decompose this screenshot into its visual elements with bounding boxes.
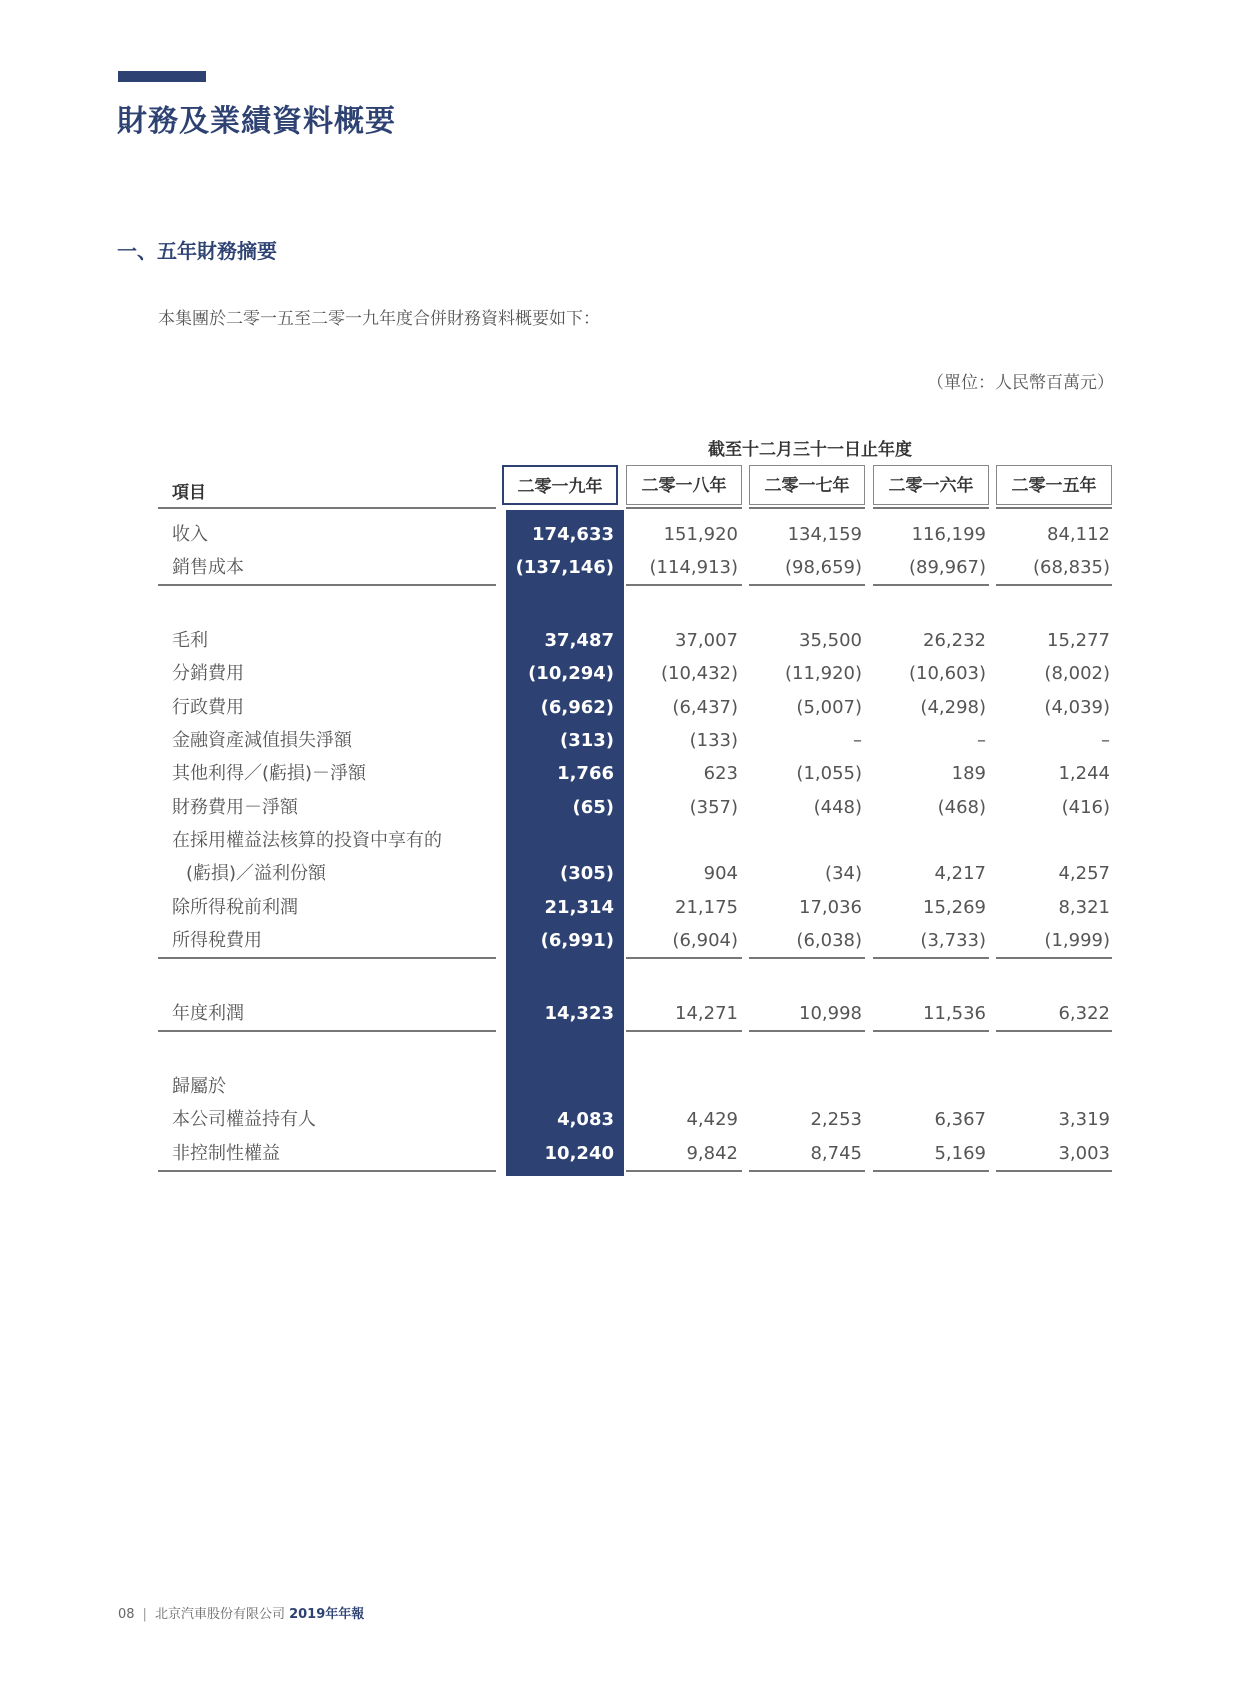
header-rule-2017 <box>749 507 865 509</box>
cell-2017: 17,036 <box>799 897 862 918</box>
table-row <box>0 924 1240 957</box>
cell-2019: (137,146) <box>515 557 614 578</box>
row-label: 年度利潤 <box>172 1003 244 1024</box>
cell-2019: (313) <box>559 730 614 751</box>
row-label: 銷售成本 <box>172 557 244 578</box>
row-label: 非控制性權益 <box>172 1143 280 1164</box>
cell-2018: 9,842 <box>686 1143 738 1164</box>
unit-note: （單位：人民幣百萬元） <box>927 373 1114 393</box>
table-row <box>0 657 1240 690</box>
cell-2017: 10,998 <box>799 1003 862 1024</box>
section-rule <box>873 1170 989 1172</box>
table-row <box>0 551 1240 584</box>
section-rule <box>626 1030 742 1032</box>
page-number: 08 <box>118 1607 135 1622</box>
period-header: 截至十二月三十一日止年度 <box>708 440 912 460</box>
table-row <box>0 1103 1240 1136</box>
section-rule <box>873 1030 989 1032</box>
header-rule-2018 <box>626 507 742 509</box>
cell-2018: (6,904) <box>672 930 738 951</box>
cell-2019: 4,083 <box>557 1109 614 1130</box>
cell-2018: 623 <box>703 763 738 784</box>
section-rule <box>996 584 1112 586</box>
cell-2015: 3,319 <box>1058 1109 1110 1130</box>
cell-2019: 21,314 <box>544 897 614 918</box>
header-rule-2015 <box>996 507 1112 509</box>
cell-2016: 189 <box>951 763 986 784</box>
cell-2015: 6,322 <box>1058 1003 1110 1024</box>
cell-2017: 2,253 <box>810 1109 862 1130</box>
cell-2015: (416) <box>1061 797 1110 818</box>
section-rule <box>749 957 865 959</box>
cell-2017: – <box>853 730 862 751</box>
cell-2016: (468) <box>937 797 986 818</box>
row-label: 財務費用－淨額 <box>172 797 298 818</box>
table-row <box>0 791 1240 824</box>
row-label: 金融資產減值損失淨額 <box>172 730 352 751</box>
cell-2018: (133) <box>689 730 738 751</box>
cell-2019: (6,962) <box>540 697 614 718</box>
row-label: 所得稅費用 <box>172 930 262 951</box>
cell-2016: 15,269 <box>923 897 986 918</box>
title-accent-bar <box>118 71 206 82</box>
column-header-2017: 二零一七年 <box>749 465 865 505</box>
row-label: 歸屬於 <box>172 1076 226 1097</box>
cell-2018: (114,913) <box>649 557 738 578</box>
column-header-2018: 二零一八年 <box>626 465 742 505</box>
row-label: 毛利 <box>172 630 208 651</box>
cell-2018: (357) <box>689 797 738 818</box>
cell-2017: 35,500 <box>799 630 862 651</box>
row-label: 其他利得／(虧損)－淨額 <box>172 763 367 784</box>
cell-2018: 4,429 <box>686 1109 738 1130</box>
item-column-header: 項目 <box>172 483 206 503</box>
footer-separator: | <box>142 1607 147 1622</box>
section-rule <box>158 1170 496 1172</box>
column-header-2019: 二零一九年 <box>502 465 618 505</box>
cell-2015: (4,039) <box>1044 697 1110 718</box>
table-row <box>0 891 1240 924</box>
section-rule <box>626 957 742 959</box>
section-heading: 一、五年財務摘要 <box>117 239 277 263</box>
cell-2015: (1,999) <box>1044 930 1110 951</box>
cell-2019: (65) <box>572 797 614 818</box>
row-label: 本公司權益持有人 <box>172 1109 316 1130</box>
section-rule <box>626 584 742 586</box>
cell-2017: (448) <box>813 797 862 818</box>
cell-2015: 3,003 <box>1058 1143 1110 1164</box>
table-row <box>0 724 1240 757</box>
cell-2017: (5,007) <box>796 697 862 718</box>
cell-2018: 151,920 <box>663 524 738 545</box>
section-rule <box>996 1030 1112 1032</box>
section-rule <box>873 584 989 586</box>
cell-2015: (68,835) <box>1032 557 1110 578</box>
cell-2017: 8,745 <box>810 1143 862 1164</box>
cell-2019: 37,487 <box>544 630 614 651</box>
footer-report-title: 2019年年報 <box>289 1607 365 1622</box>
cell-2015: 4,257 <box>1058 863 1110 884</box>
cell-2016: 11,536 <box>923 1003 986 1024</box>
cell-2019: 14,323 <box>544 1003 614 1024</box>
page-footer <box>118 1603 364 1622</box>
cell-2018: (10,432) <box>660 663 738 684</box>
row-label: 收入 <box>172 524 208 545</box>
cell-2015: 84,112 <box>1047 524 1110 545</box>
cell-2015: (8,002) <box>1044 663 1110 684</box>
cell-2019: 174,633 <box>532 524 614 545</box>
section-rule <box>749 1170 865 1172</box>
table-row <box>0 1137 1240 1170</box>
section-rule <box>996 957 1112 959</box>
cell-2016: 26,232 <box>923 630 986 651</box>
section-rule <box>996 1170 1112 1172</box>
header-rule-2016 <box>873 507 989 509</box>
section-rule <box>158 584 496 586</box>
table-row <box>0 997 1240 1030</box>
table-row <box>0 1070 1240 1103</box>
cell-2018: 37,007 <box>675 630 738 651</box>
section-rule <box>158 1030 496 1032</box>
cell-2017: (34) <box>825 863 862 884</box>
cell-2018: (6,437) <box>672 697 738 718</box>
cell-2016: 5,169 <box>934 1143 986 1164</box>
cell-2019: (10,294) <box>528 663 614 684</box>
cell-2019: (305) <box>559 863 614 884</box>
cell-2019: 1,766 <box>557 763 614 784</box>
row-label: 在採用權益法核算的投資中享有的 <box>172 830 442 851</box>
footer-company: 北京汽車股份有限公司 <box>154 1607 285 1622</box>
cell-2016: (89,967) <box>908 557 986 578</box>
section-rule <box>749 1030 865 1032</box>
table-row <box>0 691 1240 724</box>
cell-2018: 904 <box>703 863 738 884</box>
cell-2016: 116,199 <box>911 524 986 545</box>
column-header-2016: 二零一六年 <box>873 465 989 505</box>
column-header-2015: 二零一五年 <box>996 465 1112 505</box>
cell-2018: 21,175 <box>675 897 738 918</box>
table-row <box>0 518 1240 551</box>
header-rule-label <box>158 507 496 509</box>
section-rule <box>873 957 989 959</box>
page-title: 財務及業績資料概要 <box>117 104 396 139</box>
cell-2019: 10,240 <box>544 1143 614 1164</box>
cell-2017: (1,055) <box>796 763 862 784</box>
row-label: 行政費用 <box>172 697 244 718</box>
table-row <box>0 757 1240 790</box>
cell-2016: (3,733) <box>920 930 986 951</box>
row-label: (虧損)／溢利份額 <box>186 863 327 884</box>
row-label: 除所得稅前利潤 <box>172 897 298 918</box>
row-label: 分銷費用 <box>172 663 244 684</box>
cell-2016: (4,298) <box>920 697 986 718</box>
cell-2019: (6,991) <box>540 930 614 951</box>
cell-2015: 8,321 <box>1058 897 1110 918</box>
cell-2015: 15,277 <box>1047 630 1110 651</box>
intro-text: 本集團於二零一五至二零一九年度合併財務資料概要如下： <box>158 309 600 329</box>
cell-2017: (98,659) <box>784 557 862 578</box>
table-row <box>0 624 1240 657</box>
table-row <box>0 857 1240 890</box>
cell-2017: (11,920) <box>784 663 862 684</box>
cell-2018: 14,271 <box>675 1003 738 1024</box>
cell-2016: (10,603) <box>908 663 986 684</box>
cell-2017: (6,038) <box>796 930 862 951</box>
cell-2016: – <box>977 730 986 751</box>
cell-2015: – <box>1101 730 1110 751</box>
cell-2016: 4,217 <box>934 863 986 884</box>
section-rule <box>749 584 865 586</box>
section-rule <box>158 957 496 959</box>
table-row <box>0 824 1240 857</box>
cell-2015: 1,244 <box>1058 763 1110 784</box>
section-rule <box>626 1170 742 1172</box>
cell-2016: 6,367 <box>934 1109 986 1130</box>
cell-2017: 134,159 <box>787 524 862 545</box>
